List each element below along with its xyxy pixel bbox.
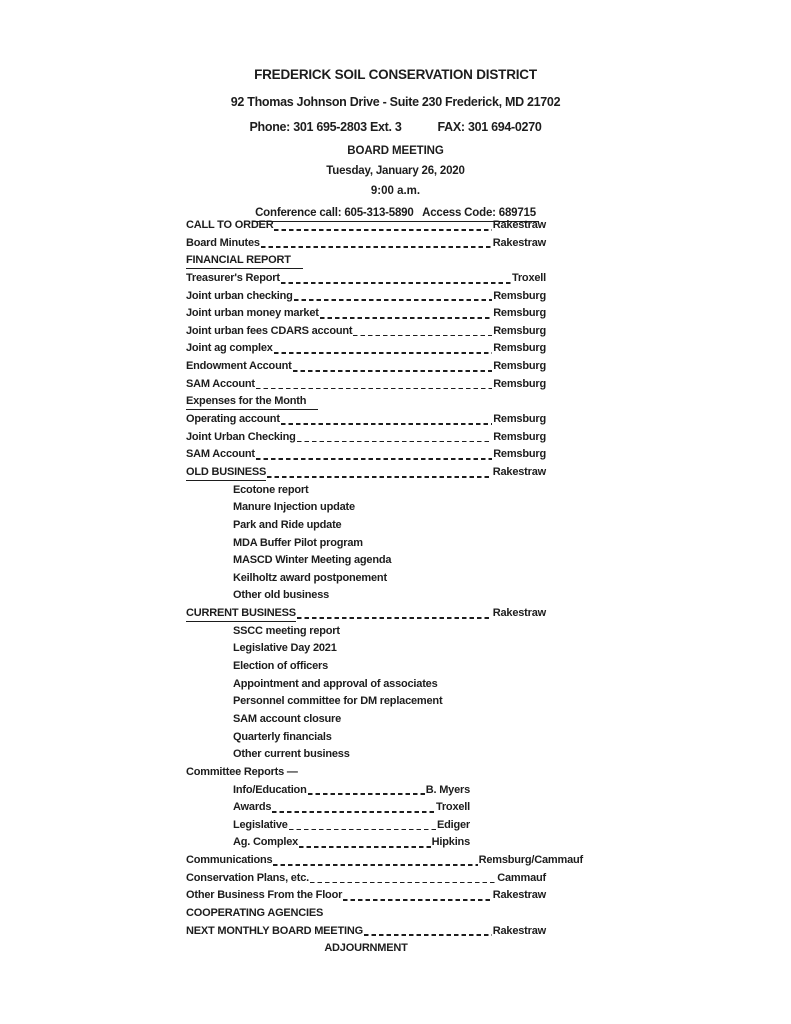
agenda-item-label: FINANCIAL REPORT: [186, 254, 303, 269]
agenda-item-label: Conservation Plans, etc.: [186, 871, 309, 884]
agenda-row: [186, 378, 546, 396]
dash-leader-line: [281, 282, 511, 284]
agenda-row: [233, 660, 546, 678]
dash-leader-line: [289, 829, 436, 831]
agenda-row: [233, 819, 470, 837]
agenda-item-label: Legislative Day 2021: [233, 642, 337, 655]
dash-leader-line: [267, 476, 492, 478]
agenda-item-label: Ecotone report: [233, 483, 309, 496]
agenda-item-label: ADJOURNMENT: [324, 942, 408, 955]
assignee-name: Remsburg: [493, 430, 546, 443]
conference-call-info: Conference call: 605-313-5890 Access Code: 689715: [252, 206, 539, 222]
assignee-name: Rakestraw: [492, 924, 546, 937]
agenda-row: [186, 431, 546, 449]
agenda-item-label: Operating account: [186, 413, 280, 426]
agenda-row: [233, 731, 546, 749]
agenda-row: [233, 554, 546, 572]
agenda-row: [233, 625, 546, 643]
agenda-row: [186, 413, 546, 431]
assignee-name: Troxell: [511, 271, 546, 284]
meeting-type-title: BOARD MEETING: [347, 145, 444, 157]
agenda-item-label: Endowment Account: [186, 360, 292, 373]
assignee-name: Ediger: [436, 818, 470, 831]
agenda-row: [186, 237, 546, 255]
agenda-item-label: CALL TO ORDER: [186, 219, 274, 231]
agenda-item-label: SAM account closure: [233, 712, 342, 725]
dash-leader-line: [281, 423, 492, 425]
dash-leader-line: [343, 899, 492, 901]
agenda-item-label: Legislative: [233, 818, 288, 831]
agenda-row: [233, 678, 546, 696]
fax-number: FAX: 301 694-0270: [437, 120, 542, 134]
assignee-name: Troxell: [435, 801, 470, 814]
agenda-row: [233, 572, 546, 590]
agenda-item-label: Expenses for the Month: [186, 395, 318, 410]
dash-leader-line: [274, 229, 491, 231]
agenda-item-label: Quarterly financials: [233, 730, 332, 743]
agenda-row: [233, 748, 546, 766]
dash-leader-line: [364, 934, 492, 936]
assignee-name: Remsburg: [493, 377, 546, 390]
organization-address: 92 Thomas Johnson Drive - Suite 230 Frederick, MD 21702: [230, 95, 561, 109]
agenda-item-label: SAM Account: [186, 377, 255, 390]
assignee-name: Remsburg: [493, 360, 546, 373]
agenda-row: [233, 519, 546, 537]
agenda-row: [186, 219, 546, 237]
assignee-name: Remsburg: [493, 289, 546, 302]
dash-leader-line: [310, 882, 496, 884]
agenda-row: [186, 907, 546, 925]
dash-leader-line: [256, 388, 492, 390]
agenda-row: [233, 589, 546, 607]
dash-leader-line: [299, 846, 431, 848]
agenda-row: [233, 484, 546, 502]
agenda-row: [233, 784, 470, 802]
dash-leader-line: [294, 299, 493, 301]
agenda-item-label: Info/Education: [233, 783, 307, 796]
agenda-item-label: Joint Urban Checking: [186, 430, 296, 443]
document-header: [0, 66, 791, 222]
phone-number: Phone: 301 695-2803 Ext. 3: [249, 120, 402, 134]
agenda-item-label: Committee Reports —: [186, 765, 298, 778]
assignee-name: Remsburg: [493, 448, 546, 461]
agenda-item-label: Personnel committee for DM replacement: [233, 695, 443, 708]
assignee-name: Rakestraw: [492, 889, 546, 902]
agenda-section-heading: [186, 254, 546, 272]
agenda-item-label: Other current business: [233, 748, 350, 761]
agenda-row: [186, 925, 546, 943]
dash-leader-line: [256, 458, 492, 460]
assignee-name: Cammauf: [497, 871, 546, 884]
agenda-row: [186, 272, 546, 290]
assignee-name: Rakestraw: [492, 219, 546, 231]
agenda-item-label: Joint urban checking: [186, 289, 293, 302]
agenda-item-label: Board Minutes: [186, 236, 260, 249]
agenda-row: [186, 448, 546, 466]
assignee-name: Rakestraw: [492, 465, 546, 478]
agenda-item-label: SAM Account: [186, 448, 255, 461]
phone-fax-line: [0, 119, 791, 135]
agenda-row: [186, 325, 546, 343]
assignee-name: Remsburg: [493, 307, 546, 320]
assignee-name: Remsburg/Cammauf: [478, 854, 583, 867]
assignee-name: Remsburg: [493, 342, 546, 355]
agenda-item-label: Ag. Complex: [233, 836, 299, 849]
agenda-item-label: SSCC meeting report: [233, 624, 340, 637]
dash-leader-line: [297, 617, 492, 619]
agenda-item-label: Appointment and approval of associates: [233, 677, 438, 690]
agenda-row: [233, 642, 546, 660]
agenda-row: [186, 307, 546, 325]
agenda-item-label: MASCD Winter Meeting agenda: [233, 554, 392, 567]
agenda-item-label: Joint ag complex: [186, 342, 273, 355]
agenda-item-label: Other old business: [233, 589, 330, 602]
assignee-name: Hipkins: [431, 836, 470, 849]
agenda-row: [186, 360, 546, 378]
agenda-section-heading: [186, 395, 546, 413]
agenda-row: [186, 942, 546, 960]
agenda-row: [186, 466, 546, 484]
agenda-list: [186, 219, 583, 960]
agenda-row: [186, 766, 546, 784]
agenda-row: [186, 607, 546, 625]
meeting-date: Tuesday, January 26, 2020: [326, 165, 465, 177]
agenda-item-label: Manure Injection update: [233, 501, 355, 514]
agenda-row: [233, 713, 546, 731]
agenda-item-label: Communications: [186, 854, 273, 867]
assignee-name: Rakestraw: [492, 236, 546, 249]
assignee-name: Remsburg: [493, 324, 546, 337]
dash-leader-line: [261, 246, 492, 248]
agenda-item-label: NEXT MONTHLY BOARD MEETING: [186, 924, 363, 937]
organization-name: FREDERICK SOIL CONSERVATION DISTRICT: [254, 67, 537, 82]
agenda-row: [233, 801, 470, 819]
assignee-name: B. Myers: [425, 783, 470, 796]
dash-leader-line: [320, 317, 492, 319]
dash-leader-line: [272, 811, 435, 813]
agenda-row: [233, 695, 546, 713]
agenda-item-label: Election of officers: [233, 660, 329, 673]
agenda-row: [186, 342, 546, 360]
agenda-item-label: Awards: [233, 801, 272, 814]
agenda-item-label: MDA Buffer Pilot program: [233, 536, 363, 549]
agenda-row: [186, 889, 546, 907]
agenda-item-label: Treasurer's Report: [186, 271, 280, 284]
agenda-item-label: Park and Ride update: [233, 518, 342, 531]
dash-leader-line: [293, 370, 493, 372]
agenda-item-label: Other Business From the Floor: [186, 889, 343, 902]
agenda-item-label: Keilholtz award postponement: [233, 571, 387, 584]
agenda-row: [233, 836, 470, 854]
dash-leader-line: [308, 793, 425, 795]
agenda-item-label: CURRENT BUSINESS: [186, 607, 296, 622]
dash-leader-line: [297, 441, 493, 443]
agenda-row: [186, 854, 583, 872]
dash-leader-line: [273, 864, 477, 866]
agenda-row: [233, 537, 546, 555]
assignee-name: Rakestraw: [492, 607, 546, 620]
dash-leader-line: [353, 335, 492, 337]
agenda-row: [233, 501, 546, 519]
agenda-item-label: Joint urban money market: [186, 307, 319, 320]
assignee-name: Remsburg: [493, 413, 546, 426]
agenda-item-label: OLD BUSINESS: [186, 466, 266, 481]
meeting-time: 9:00 a.m.: [370, 185, 421, 197]
agenda-item-label: COOPERATING AGENCIES: [186, 906, 324, 919]
agenda-row: [186, 290, 546, 308]
dash-leader-line: [274, 352, 493, 354]
agenda-item-label: Joint urban fees CDARS account: [186, 324, 353, 337]
agenda-row: [186, 872, 546, 890]
